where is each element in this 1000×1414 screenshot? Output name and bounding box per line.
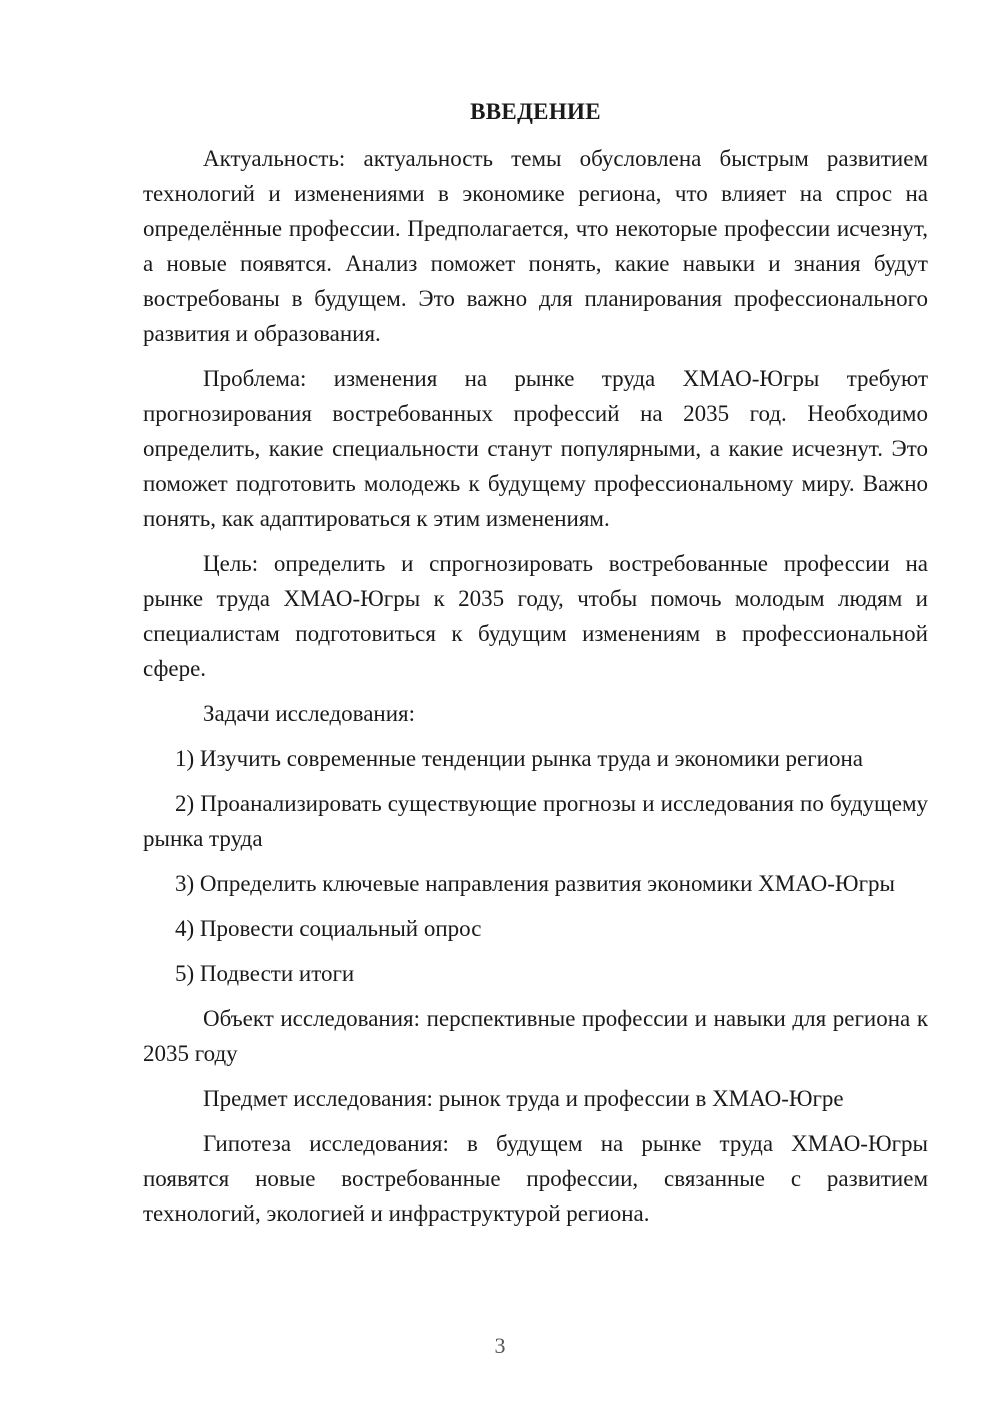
- document-page: [143, 94, 928, 1241]
- paragraph-relevance: Актуальность: актуальность темы обусловлена быстрым развитием технологий и изменениями в экономике региона, что влияет на спрос на определённые профессии. Предполагается, что некоторые профессии исчезнут, а новые появятся. Анализ поможет понять, какие навыки и знания будут востребованы в будущем. Это важно для планирования профессионального развития и образования.: [143, 146, 928, 346]
- task-item-5: 5) Подвести итоги: [175, 961, 355, 986]
- paragraph-hypothesis: Гипотеза исследования: в будущем на рынке труда ХМАО-Югры появятся новые востребованные профессии, связанные с развитием технологий, экологией и инфраструктурой региона.: [143, 1131, 928, 1226]
- task-item-2: 2) Проанализировать существующие прогнозы и исследования по будущему рынка труда: [143, 791, 928, 851]
- paragraph-object: Объект исследования: перспективные профессии и навыки для региона к 2035 году: [143, 1006, 928, 1066]
- task-item-3: 3) Определить ключевые направления развития экономики ХМАО-Югры: [175, 871, 895, 896]
- paragraph-problem: Проблема: изменения на рынке труда ХМАО-Югры требуют прогнозирования востребованных профессий на 2035 год. Необходимо определить, какие специальности станут популярными, а какие исчезнут. Это поможет подготовить молодежь к будущему профессиональному миру. Важно понять, как адаптироваться к этим изменениям.: [143, 366, 928, 531]
- section-title: ВВЕДЕНИЕ: [470, 99, 601, 124]
- task-item-1: 1) Изучить современные тенденции рынка труда и экономики региона: [175, 746, 863, 771]
- paragraph-goal: Цель: определить и спрогнозировать востребованные профессии на рынке труда ХМАО-Югры к 2035 году, чтобы помочь молодым людям и специалистам подготовиться к будущим изменениям в профессиональной сфере.: [143, 551, 928, 681]
- tasks-heading: Задачи исследования:: [203, 701, 416, 726]
- paragraph-subject: Предмет исследования: рынок труда и профессии в ХМАО-Югре: [203, 1086, 844, 1111]
- page-number: 3: [494, 1333, 506, 1358]
- task-item-4: 4) Провести социальный опрос: [175, 916, 482, 941]
